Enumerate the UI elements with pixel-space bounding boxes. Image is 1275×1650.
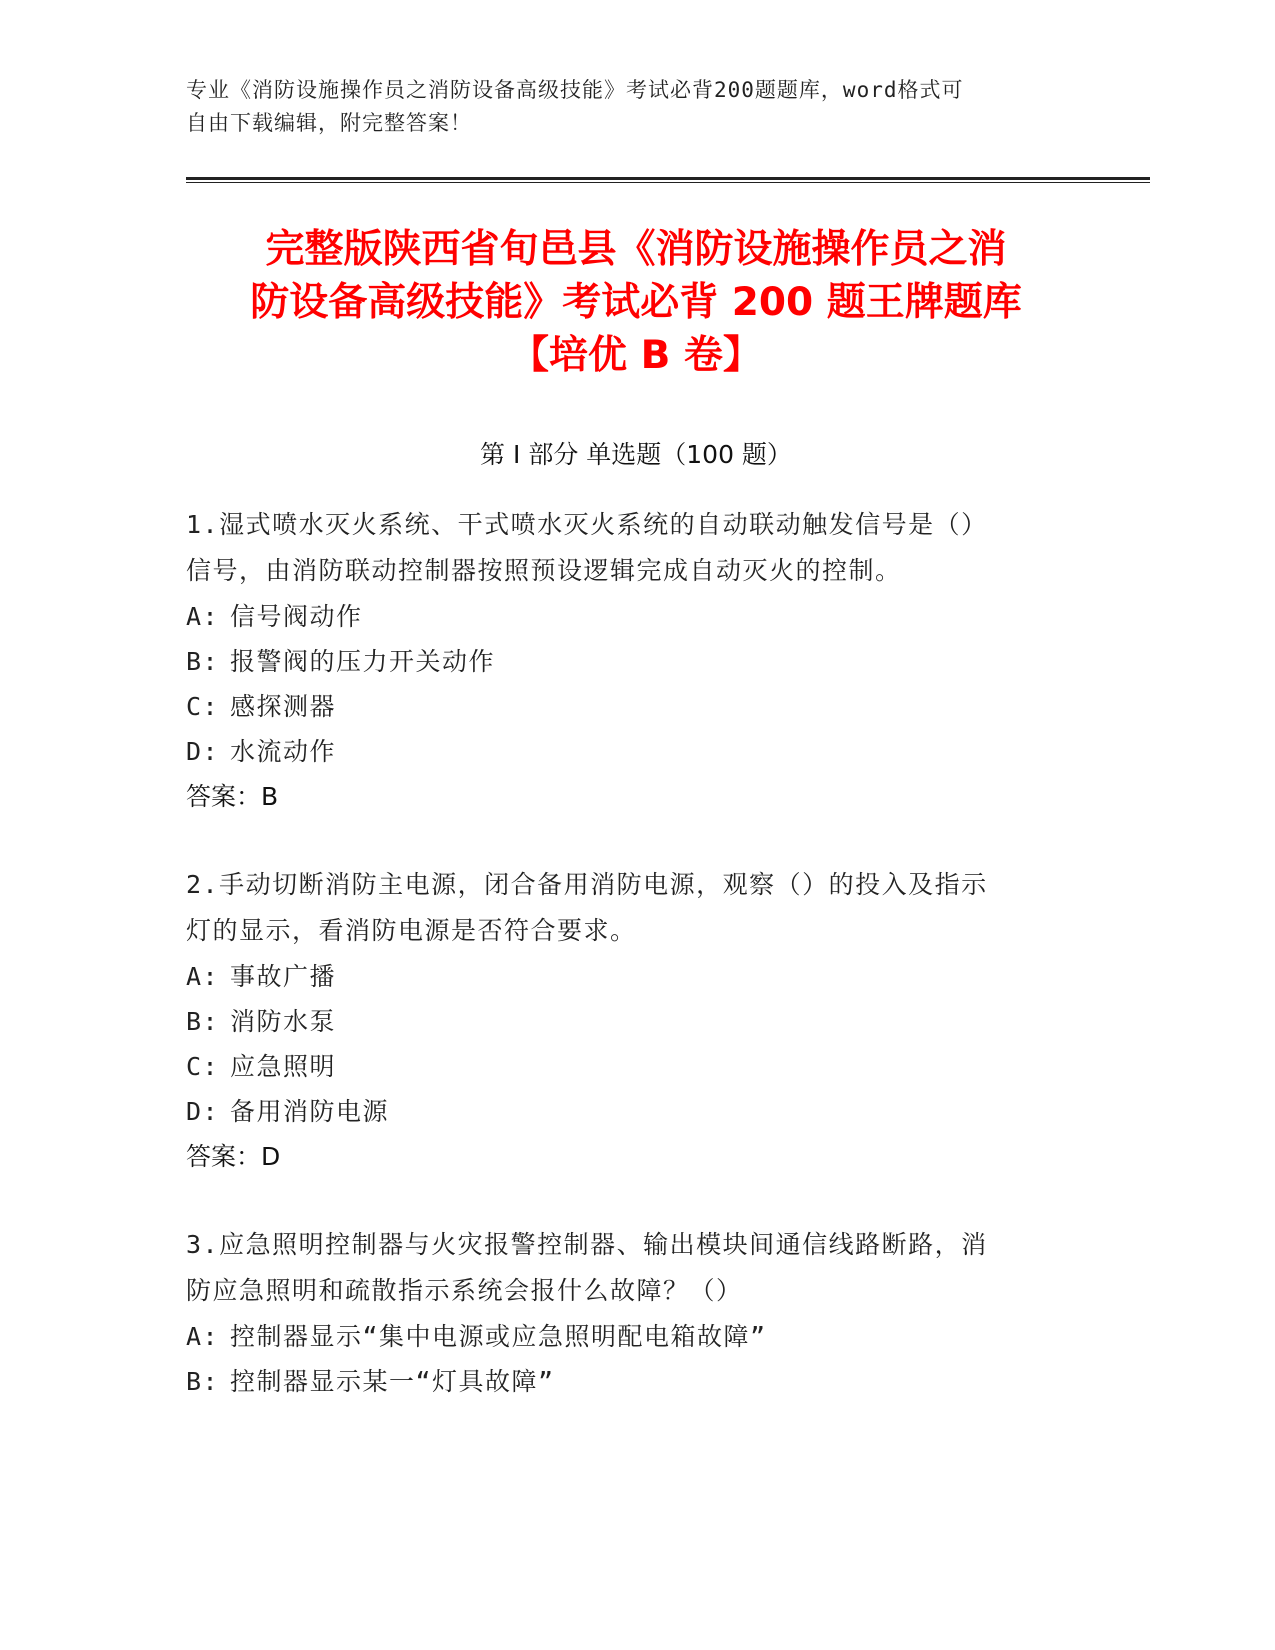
option-d [186, 729, 1066, 774]
intro-line: 自由下载编辑，附完整答案！ [186, 111, 472, 135]
answer: 答案：D [186, 1142, 281, 1171]
stem-line: 1.湿式喷水灭火系统、干式喷水灭火系统的自动联动触发信号是（） [186, 510, 988, 539]
option-text: 感探测器 [230, 692, 337, 721]
stem-line: 灯的显示，看消防电源是否符合要求。 [186, 916, 637, 945]
option-key: C: [186, 692, 220, 721]
stem-line: 3.应急照明控制器与火灾报警控制器、输出模块间通信线路断路，消 [186, 1230, 988, 1259]
header-rule-thick [186, 177, 1150, 180]
question-3 [186, 1222, 1066, 1404]
stem-line: 信号，由消防联动控制器按照预设逻辑完成自动灭火的控制。 [186, 556, 902, 585]
option-key: A: [186, 602, 220, 631]
option-d [186, 1089, 1066, 1134]
option-a [186, 1314, 1066, 1359]
option-b [186, 639, 1066, 684]
option-text: 控制器显示某一“灯具故障” [230, 1367, 555, 1396]
option-text: 应急照明 [230, 1052, 337, 1081]
option-c [186, 684, 1066, 729]
answer: 答案：B [186, 782, 279, 811]
option-text: 事故广播 [230, 962, 337, 991]
option-key: B: [186, 1367, 220, 1396]
question-stem [186, 862, 1066, 954]
option-key: D: [186, 1097, 220, 1126]
stem-line: 2.手动切断消防主电源，闭合备用消防电源，观察（）的投入及指示 [186, 870, 988, 899]
option-text: 消防水泵 [230, 1007, 337, 1036]
title-line: 防设备高级技能》考试必背 200 题王牌题库 [250, 280, 1022, 325]
option-a [186, 594, 1066, 639]
option-text: 控制器显示“集中电源或应急照明配电箱故障” [230, 1322, 767, 1351]
option-key: A: [186, 1322, 220, 1351]
option-key: B: [186, 647, 220, 676]
title-line: 完整版陕西省旬邑县《消防设施操作员之消 [265, 227, 1007, 272]
option-text: 水流动作 [230, 737, 337, 766]
option-b [186, 1359, 1066, 1404]
option-c [186, 1044, 1066, 1089]
question-stem [186, 1222, 1066, 1314]
intro-text [186, 74, 1066, 140]
option-key: C: [186, 1052, 220, 1081]
title-line: 【培优 B 卷】 [510, 333, 762, 378]
option-key: B: [186, 1007, 220, 1036]
option-b [186, 999, 1066, 1044]
section-heading: 第 I 部分 单选题（100 题） [480, 440, 792, 469]
intro-line: 专业《消防设施操作员之消防设备高级技能》考试必背200题题库，word格式可 [186, 78, 964, 102]
option-key: A: [186, 962, 220, 991]
document-title [186, 223, 1086, 382]
stem-line: 防应急照明和疏散指示系统会报什么故障？（） [186, 1276, 743, 1305]
option-text: 信号阀动作 [230, 602, 363, 631]
option-a [186, 954, 1066, 999]
question-1 [186, 502, 1066, 819]
question-2 [186, 862, 1066, 1179]
option-key: D: [186, 737, 220, 766]
header-rule-thin [186, 182, 1150, 183]
question-stem [186, 502, 1066, 594]
option-text: 报警阀的压力开关动作 [230, 647, 496, 676]
option-text: 备用消防电源 [230, 1097, 390, 1126]
